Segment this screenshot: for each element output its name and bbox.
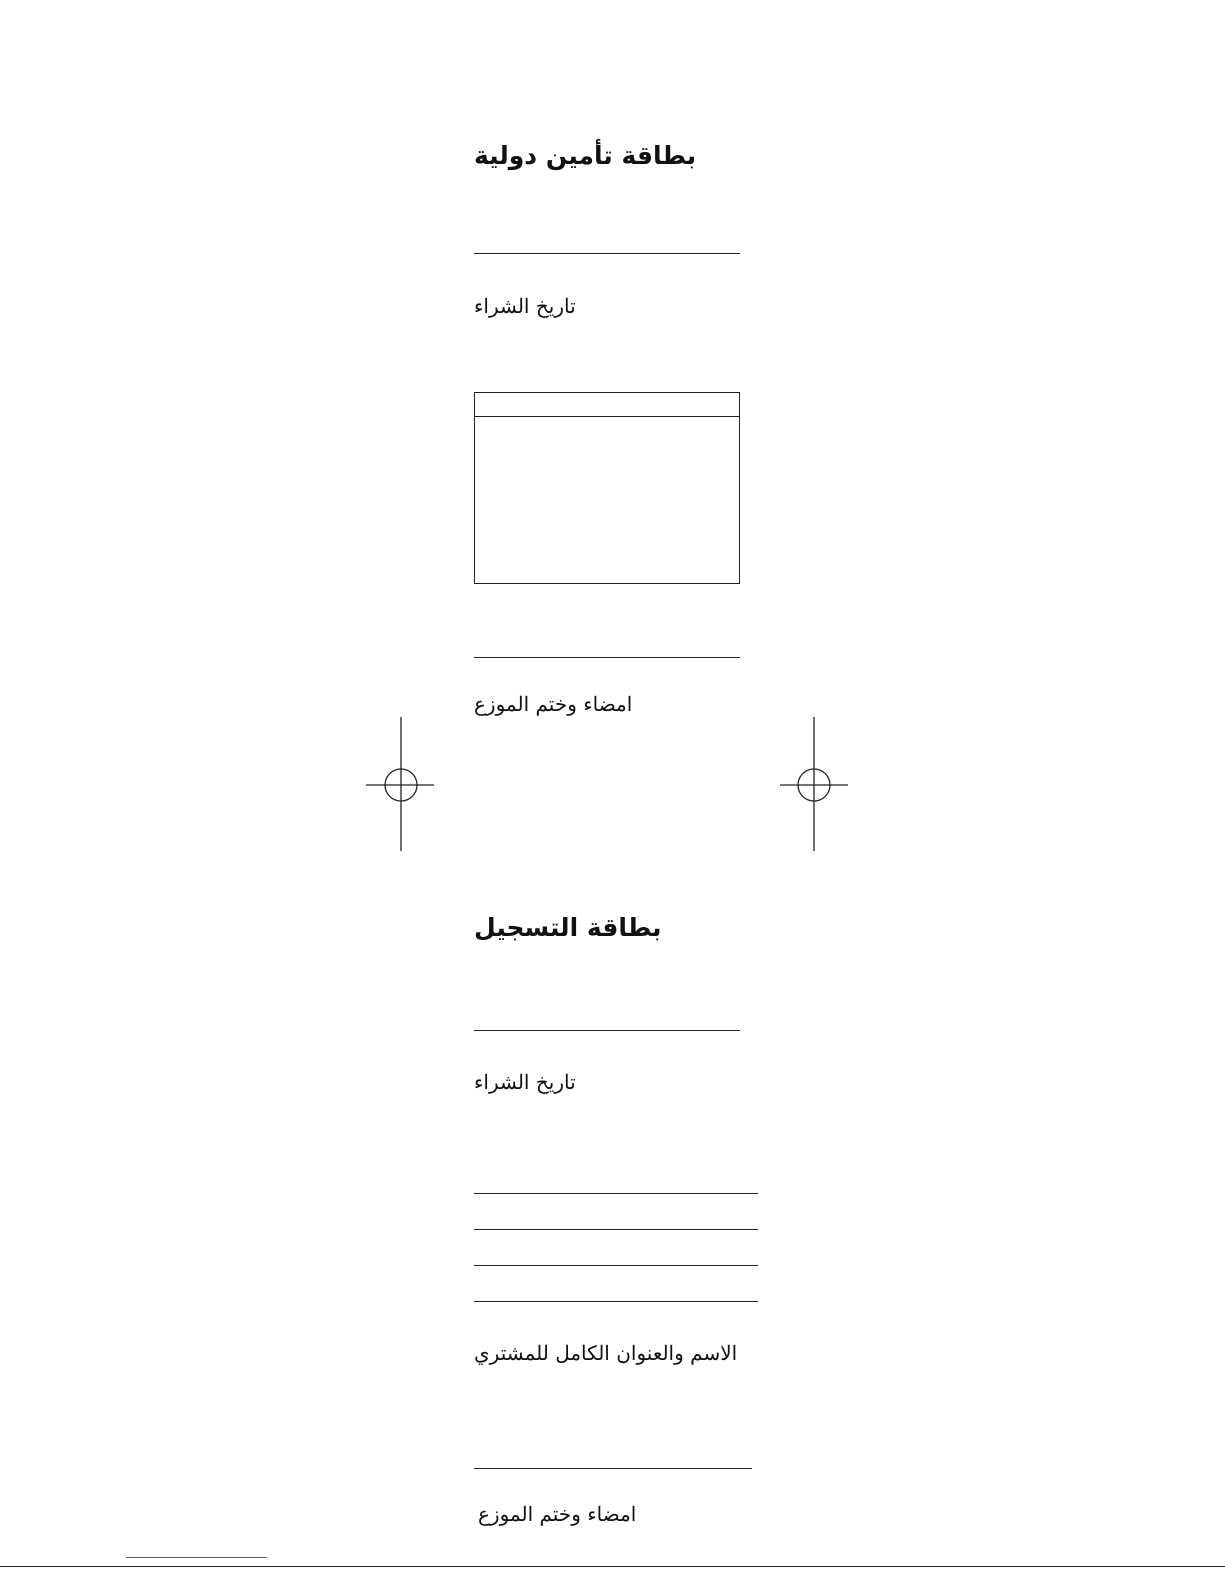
buyer-address-line-2[interactable]: [474, 1229, 758, 1230]
footer-accent-line: [126, 1557, 267, 1558]
registration-card-title: بطاقة التسجيل: [474, 913, 662, 942]
registration-dealer-signature-label: امضاء وختم الموزع: [478, 1502, 637, 1526]
registration-purchase-date-line[interactable]: [474, 1030, 740, 1031]
buyer-address-line-3[interactable]: [474, 1265, 758, 1266]
registration-mark-left-icon: [366, 717, 436, 853]
registration-dealer-signature-line[interactable]: [474, 1468, 752, 1469]
warranty-card-title: بطاقة تأمين دولية: [474, 141, 697, 170]
registration-purchase-date-label: تاريخ الشراء: [474, 1070, 576, 1094]
buyer-address-line-1[interactable]: [474, 1193, 758, 1194]
buyer-address-line-4[interactable]: [474, 1301, 758, 1302]
page-bottom-rule: [0, 1566, 1225, 1567]
dealer-signature-label: امضاء وختم الموزع: [474, 692, 633, 716]
purchase-date-label: تاريخ الشراء: [474, 294, 576, 318]
product-info-box[interactable]: [474, 392, 740, 584]
buyer-name-address-label: الاسم والعنوان الكامل للمشتري: [474, 1341, 738, 1365]
dealer-signature-line[interactable]: [474, 657, 740, 658]
purchase-date-line[interactable]: [474, 253, 740, 254]
product-info-box-divider: [475, 416, 739, 417]
registration-mark-right-icon: [780, 717, 850, 853]
